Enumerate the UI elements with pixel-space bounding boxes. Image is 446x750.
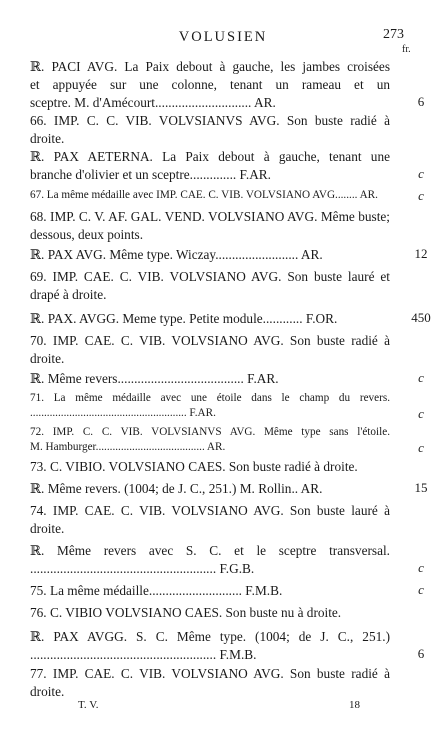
entry-line: ℝ. PACI AVG. La Paix debout à gauche, les jambes croisées xyxy=(30,59,390,74)
entry-line: ℝ. PAX AETERNA. La Paix debout à gauche, tenant une xyxy=(30,149,390,164)
catalogue-entry xyxy=(30,582,390,600)
catalogue-entry xyxy=(30,268,390,304)
catalogue-entry xyxy=(30,628,390,664)
catalogue-entry xyxy=(30,542,390,578)
entry-line: droite. xyxy=(30,131,65,146)
entry-line: 76. C. VIBIO VOLVSIANO CAES. Son buste nu à droite. xyxy=(30,605,342,620)
catalogue-entry xyxy=(30,332,390,368)
catalogue-entry xyxy=(30,665,390,701)
catalogue-entry xyxy=(30,391,390,421)
entry-line: ℝ. PAX. AVGG. Meme type. Petite module............ F.OR. xyxy=(30,311,338,326)
footer-signature: 18 xyxy=(349,699,360,711)
catalogue-entry xyxy=(30,604,390,622)
page-number: 273 xyxy=(383,27,404,42)
footer-volume: T. V. xyxy=(78,699,99,711)
entry-value: 15 xyxy=(414,480,428,495)
entry-value: c xyxy=(418,582,424,597)
catalogue-entry xyxy=(30,58,390,112)
entry-line: 75. La même médaille............................ F.M.B. xyxy=(30,583,283,598)
entry-line: ℝ. Même revers. (1004; de J. C., 251.) M. Rollin.. AR. xyxy=(30,481,323,496)
catalogue-entry xyxy=(30,310,390,328)
entry-value: c xyxy=(418,188,424,203)
entry-line: ℝ. PAX AVG. Même type. Wiczay......................... AR. xyxy=(30,247,323,262)
entry-value: 6 xyxy=(417,94,425,109)
entry-value: 450 xyxy=(411,310,431,325)
entry-line: branche d'olivier et un sceptre.............. F.AR. xyxy=(30,167,271,182)
entry-value: c xyxy=(418,440,424,455)
entry-line: droite. xyxy=(30,521,65,536)
rarity-column-label: fr. xyxy=(402,44,411,55)
catalogue-entry xyxy=(30,188,390,203)
catalogue-entry xyxy=(30,480,390,498)
entry-line: ℝ. Même revers avec S. C. et le sceptre transversal. xyxy=(30,543,390,558)
entry-line: ℝ. Même revers...................................... F.AR. xyxy=(30,371,279,386)
catalogue-entry xyxy=(30,246,390,264)
catalogue-entry xyxy=(30,458,390,476)
entry-line: 66. IMP. C. C. VIB. VOLVSIANVS AVG. Son buste radié à xyxy=(30,113,390,128)
entry-line: ℝ. PAX AVGG. S. C. Même type. (1004; de J. C., 251.) xyxy=(30,629,390,644)
entry-line: 68. IMP. C. V. AF. GAL. VEND. VOLVSIANO AVG. Même buste; xyxy=(30,209,390,224)
entry-line: et appuyée sur une colonne, tenant un rameau et un xyxy=(30,77,390,92)
entry-line: M. Hamburger....................................... AR. xyxy=(30,441,226,453)
entry-line: 77. IMP. CAE. C. VIB. VOLVSIANO AVG. Son buste radié à xyxy=(30,666,390,681)
entry-line: droite. xyxy=(30,351,65,366)
entry-line: 72. IMP. C. C. VIB. VOLVSIANVS AVG. Même type sans l'étoile. xyxy=(30,426,390,438)
entry-value: c xyxy=(418,560,424,575)
catalogue-entry xyxy=(30,502,390,538)
entry-line: 73. C. VIBIO. VOLVSIANO CAES. Son buste radié à droite. xyxy=(30,459,358,474)
entry-value: c xyxy=(418,406,424,421)
page-title: VOLUSIEN xyxy=(178,29,268,45)
entry-line: ........................................................ F.G.B. xyxy=(30,561,255,576)
catalogue-entry xyxy=(30,425,390,455)
entry-line: 74. IMP. CAE. C. VIB. VOLVSIANO AVG. Son buste lauré à xyxy=(30,503,390,518)
entry-value: c xyxy=(418,370,424,385)
entry-line: ........................................................ F.AR. xyxy=(30,407,216,419)
catalogue-entry xyxy=(30,208,390,244)
entry-line: 69. IMP. CAE. C. VIB. VOLVSIANO AVG. Son buste lauré et xyxy=(30,269,390,284)
entry-line: sceptre. M. d'Amécourt............................. AR. xyxy=(30,95,276,110)
entry-line: dessous, deux points. xyxy=(30,227,144,242)
catalogue-entry xyxy=(30,148,390,184)
catalogue-entry xyxy=(30,370,390,388)
entry-line: 71. La même médaille avec une étoile dans le champ du revers. xyxy=(30,392,390,404)
catalogue-entry xyxy=(30,112,390,148)
entry-line: droite. xyxy=(30,684,65,699)
entry-value: 6 xyxy=(417,646,425,661)
entry-value: c xyxy=(418,166,424,181)
entry-line: drapé à droite. xyxy=(30,287,107,302)
entry-value: 12 xyxy=(414,246,428,261)
entry-line: 70. IMP. CAE. C. VIB. VOLVSIANO AVG. Son buste radié à xyxy=(30,333,390,348)
entry-line: ........................................................ F.M.B. xyxy=(30,647,257,662)
entry-line: 67. La même médaille avec IMP. CAE. C. VIB. VOLVSIANO AVG........ AR. xyxy=(30,189,378,201)
